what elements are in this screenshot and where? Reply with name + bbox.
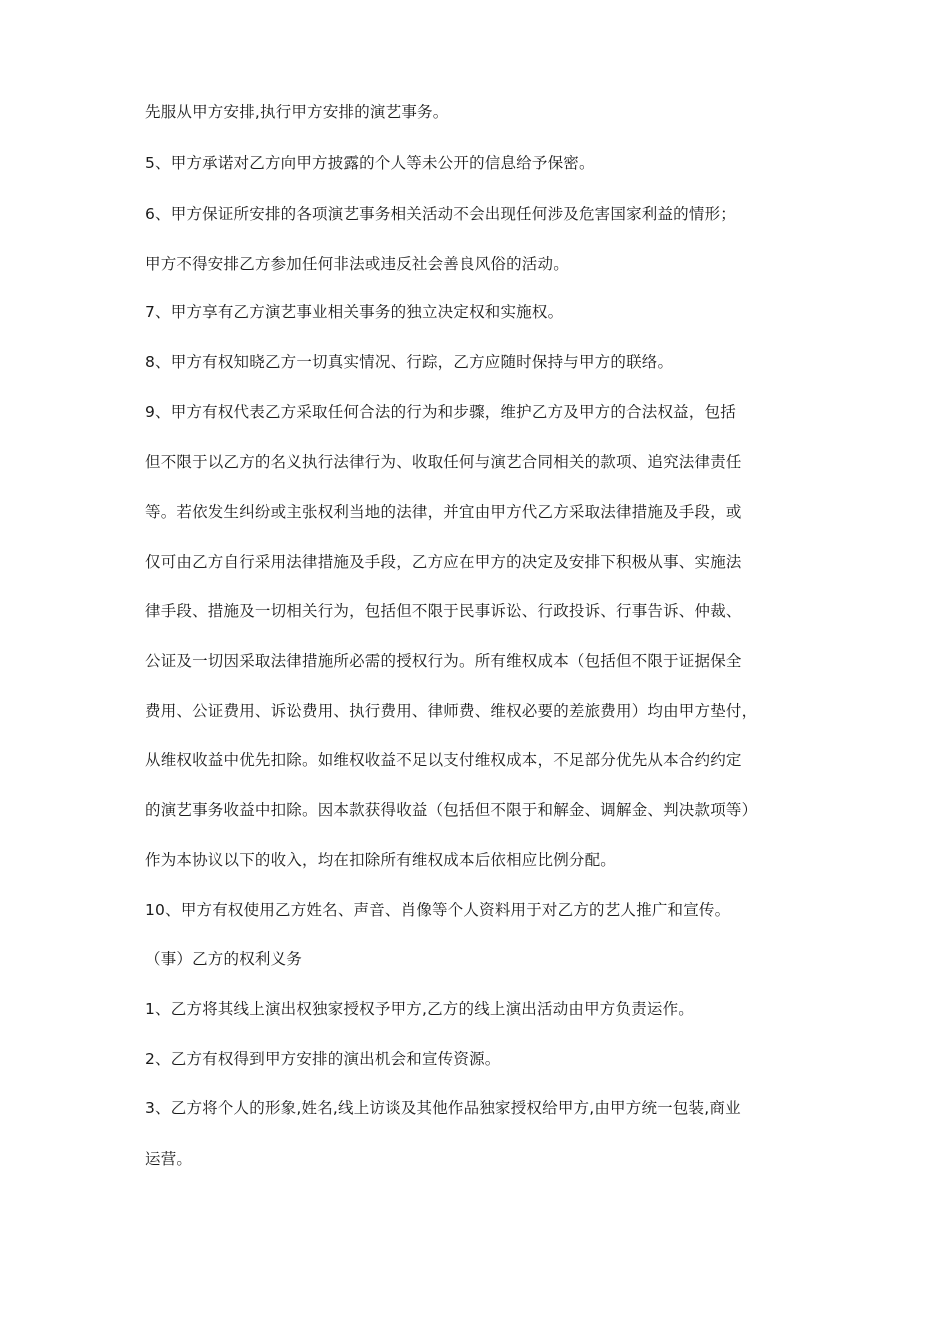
text-line: 仅可由乙方自行采用法律措施及手段，乙方应在甲方的决定及安排下积极从事、实施法 [145, 553, 742, 571]
text-line: 1、乙方将其线上演出权独家授权予甲方,乙方的线上演出活动由甲方负责运作。 [145, 1000, 694, 1018]
text-line: 先服从甲方安排,执行甲方安排的演艺事务。 [145, 103, 449, 121]
text-line: 7、甲方享有乙方演艺事业相关事务的独立决定权和实施权。 [145, 303, 564, 321]
text-line: 8、甲方有权知晓乙方一切真实情况、行踪，乙方应随时保持与甲方的联络。 [145, 353, 674, 371]
text-line: 6、甲方保证所安排的各项演艺事务相关活动不会出现任何涉及危害国家利益的情形； [145, 205, 736, 223]
text-line: 费用、公证费用、诉讼费用、执行费用、律师费、维权必要的差旅费用）均由甲方垫付， [145, 702, 758, 720]
text-line: 3、乙方将个人的形象,姓名,线上访谈及其他作品独家授权给甲方,由甲方统一包装,商业 [145, 1099, 741, 1117]
text-line: 作为本协议以下的收入，均在扣除所有维权成本后依相应比例分配。 [145, 851, 617, 869]
text-line: 2、乙方有权得到甲方安排的演出机会和宣传资源。 [145, 1050, 501, 1068]
text-line: 10、甲方有权使用乙方姓名、声音、肖像等个人资料用于对乙方的艺人推广和宣传。 [145, 901, 731, 919]
text-line: 9、甲方有权代表乙方采取任何合法的行为和步骤，维护乙方及甲方的合法权益，包括 [145, 403, 736, 421]
text-line: 等。若依发生纠纷或主张权利当地的法律，并宜由甲方代乙方采取法律措施及手段，或 [145, 503, 742, 521]
text-line: 的演艺事务收益中扣除。因本款获得收益（包括但不限于和解金、调解金、判决款项等） [145, 801, 758, 819]
text-line: 律手段、措施及一切相关行为，包括但不限于民事诉讼、行政投诉、行事告诉、仲裁、 [145, 602, 742, 620]
section-heading: （事）乙方的权利义务 [145, 950, 303, 968]
text-line: 5、甲方承诺对乙方向甲方披露的个人等未公开的信息给予保密。 [145, 154, 595, 172]
text-line: 公证及一切因采取法律措施所必需的授权行为。所有维权成本（包括但不限于证据保全 [145, 652, 742, 670]
text-line: 运营。 [145, 1150, 193, 1168]
text-line: 从维权收益中优先扣除。如维权收益不足以支付维权成本，不足部分优先从本合约约定 [145, 751, 742, 769]
text-line: 甲方不得安排乙方参加任何非法或违反社会善良风俗的活动。 [145, 255, 569, 273]
text-line: 但不限于以乙方的名义执行法律行为、收取任何与演艺合同相关的款项、追究法律责任 [145, 453, 742, 471]
